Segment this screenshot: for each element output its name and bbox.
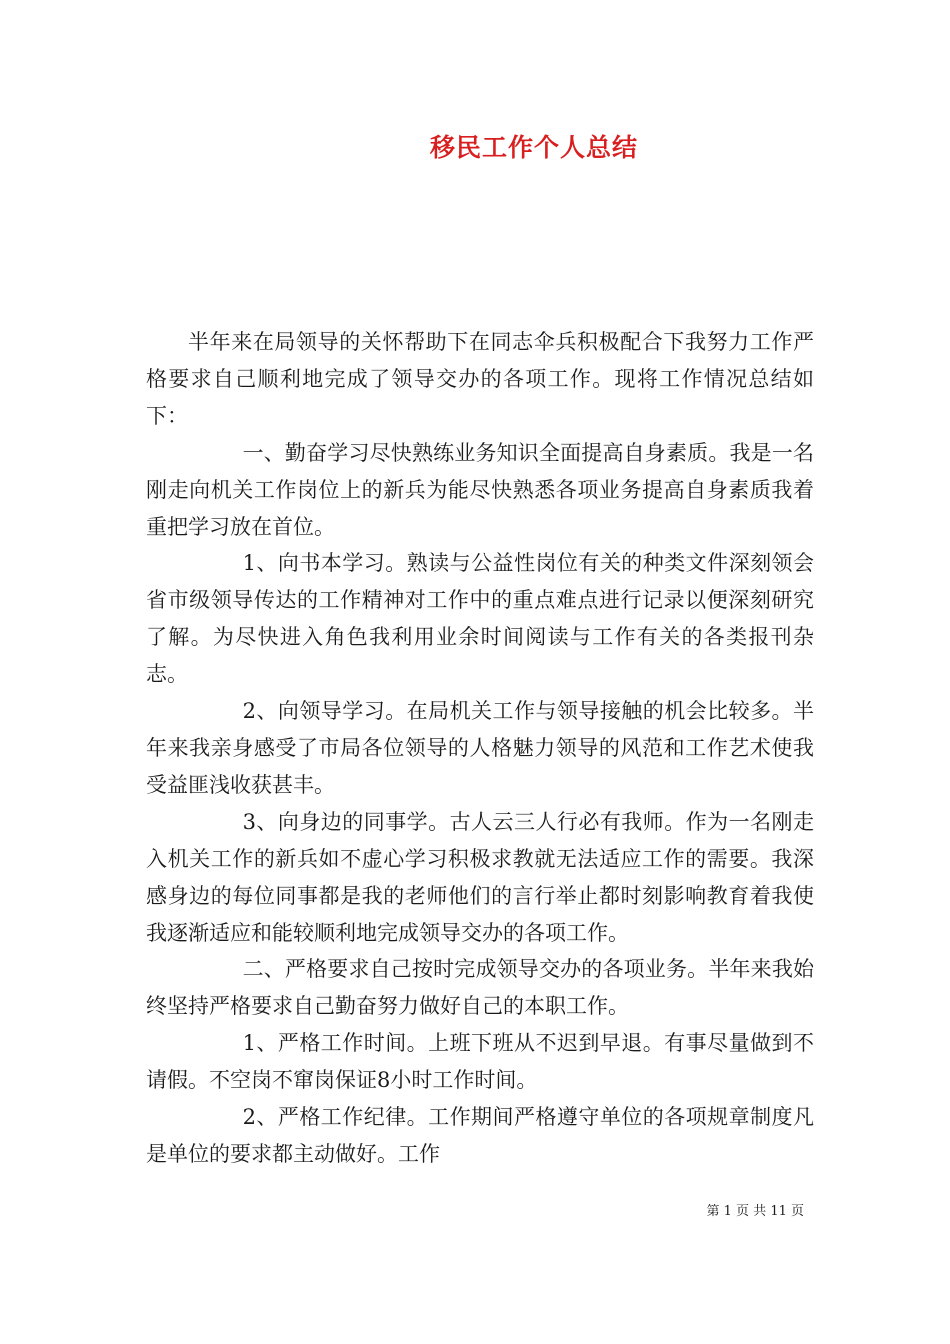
paragraph-item-1-3: 3、向身边的同事学。古人云三人行必有我师。作为一名刚走入机关工作的新兵如不虚心学习积极求教就无法适应工作的需要。我深感身边的每位同事都是我的老师他们的言行举止都时刻影响教育着我使我逐渐适应和能较顺利地完成领导交办的各项工作。: [146, 809, 814, 945]
paragraph-item-1-2: 2、向领导学习。在局机关工作与领导接触的机会比较多。半年来我亲身感受了市局各位领导的人格魅力领导的风范和工作艺术使我受益匪浅收获甚丰。: [146, 699, 814, 797]
paragraph-item-2-2: 2、严格工作纪律。工作期间严格遵守单位的各项规章制度凡是单位的要求都主动做好。工作: [146, 1105, 814, 1166]
paragraph-section-1: 一、勤奋学习尽快熟练业务知识全面提高自身素质。我是一名刚走向机关工作岗位上的新兵为能尽快熟悉各项业务提高自身素质我着重把学习放在首位。: [146, 440, 814, 539]
paragraph-intro: 半年来在局领导的关怀帮助下在同志伞兵积极配合下我努力工作严格要求自己顺利地完成了领导交办的各项工作。现将工作情况总结如下：: [146, 330, 814, 428]
document-body: [146, 324, 814, 1173]
paragraph-section-2: 二、严格要求自己按时完成领导交办的各项业务。半年来我始终坚持严格要求自己勤奋努力做好自己的本职工作。: [146, 957, 814, 1019]
paragraph-item-1-1: 1、向书本学习。熟读与公益性岗位有关的种类文件深刻领会省市级领导传达的工作精神对工作中的重点难点进行记录以便深刻研究了解。为尽快进入角色我利用业余时间阅读与工作有关的各类报刊杂志。: [146, 551, 814, 687]
paragraph-item-2-1: 1、严格工作时间。上班下班从不迟到早退。有事尽量做到不请假。不空岗不窜岗保证8小时工作时间。: [146, 1031, 814, 1093]
page-number-footer: 第 1 页 共 11 页: [706, 1204, 804, 1219]
page-title: 移民工作个人总结: [429, 133, 638, 162]
